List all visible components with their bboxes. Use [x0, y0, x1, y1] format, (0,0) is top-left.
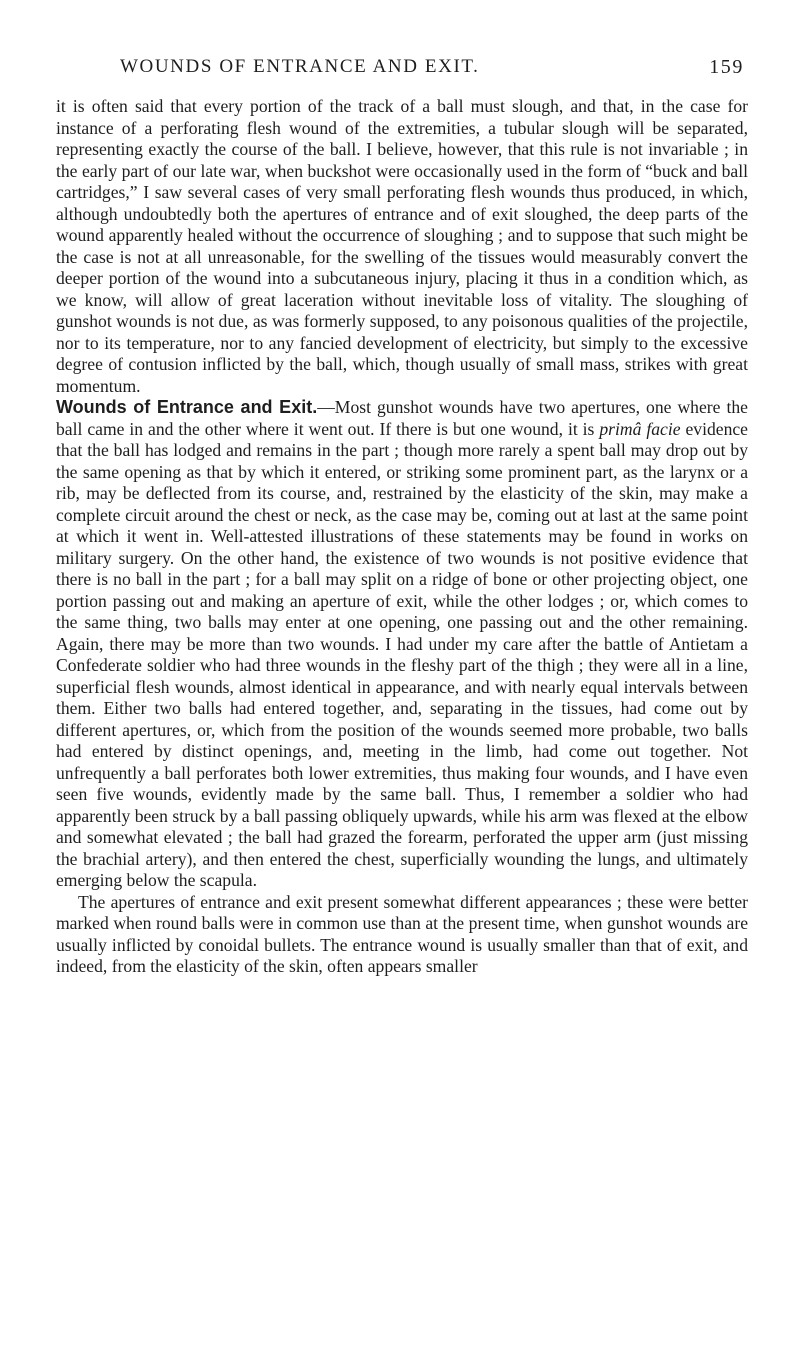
paragraph-continued: it is often said that every portion of the track of a ball must slough, and that, in the case for instance of a perforating flesh wound of the extremities, a tubular slough will be separated, representing exactly the course of the ball. I believe, however, that this rule is not invariable ; in the early part of our late war, when buckshot were occasionally used in the form of “buck and ball cartridges,” I saw several cases of very small perforating flesh wounds thus produced, in which, although undoubtedly both the apertures of entrance and of exit sloughed, the deep parts of the wound apparently healed without the occurrence of sloughing ; and to suppose that such might be the case is not at all unreasonable, for the swelling of the tissues would measurably convert the deeper portion of the wound into a subcutaneous injury, placing it thus in a condition which, as we know, will allow of great laceration without inevitable loss of vitality. The sloughing of gunshot wounds is not due, as was formerly supposed, to any poisonous qualities of the projectile, nor to its temperature, nor to any fancied development of electricity, but simply to the excessive degree of contusion inflicted by the ball, which, though usually of small mass, strikes with great momentum.: [56, 96, 748, 396]
paragraph-text-part: evidence that the ball has lodged and remains in the part ; though more rarely a spent ball may drop out by the same opening as that by which it entered, or striking some prominent part, as the larynx or a rib, may be deflected from its course, and, restrained by the elasticity of the skin, may make a complete circuit around the chest or neck, as the case may be, coming out at last at the same point at which it went in. Well-attested illustrations of these statements may be found in works on military surgery. On the other hand, the existence of two wounds is not positive evidence that there is no ball in the part ; for a ball may split on a ridge of bone or other projecting object, one portion passing out and making an aperture of exit, while the other lodges ; or, which comes to the same thing, two balls may enter at one opening, one passing out and the other remaining. Again, there may be more than two wounds. I had under my care after the battle of Antietam a Confederate soldier who had three wounds in the fleshy part of the thigh ; they were all in a line, superficial flesh wounds, almost identical in appearance, and with nearly equal intervals between them. Either two balls had entered together, and, separating in the tissues, had come out by different apertures, or, which from the position of the wounds seemed more probable, two balls had entered by distinct openings, and, meeting in the limb, had come out together. Not unfrequently a ball perforates both lower extremities, thus making four wounds, and I have even seen five wounds, evidently made by the same ball. Thus, I remember a soldier who had apparently been struck by a ball passing obliquely upwards, while his arm was flexed at the elbow and somewhat elevated ; the ball had grazed the forearm, perforated the upper arm (just missing the brachial artery), and then entered the chest, superficially wounding the lungs, and ultimately emerging below the scapula.: [56, 418, 748, 890]
paragraph-wounds-entrance-exit: [56, 397, 748, 892]
paragraph-apertures: The apertures of entrance and exit present somewhat different appearances ; these were better marked when round balls were in common use than at the present time, when gunshot wounds are usually inflicted by conoidal bullets. The entrance wound is usually smaller than that of exit, and indeed, from the elasticity of the skin, often appears smaller: [56, 891, 748, 976]
running-head-title: WOUNDS OF ENTRANCE AND EXIT.: [120, 56, 480, 77]
paragraph-text-part: —Most gunshot wounds have two apertures, one where the ball came in and the other where it went out. If there is but one wound, it is: [56, 397, 748, 439]
section-heading: Wounds of Entrance and Exit.: [56, 397, 318, 417]
running-head: [56, 52, 748, 86]
page-number: 159: [709, 56, 744, 78]
body-text: [56, 96, 748, 978]
italic-phrase: primâ facie: [599, 418, 681, 439]
book-page: [56, 52, 748, 978]
